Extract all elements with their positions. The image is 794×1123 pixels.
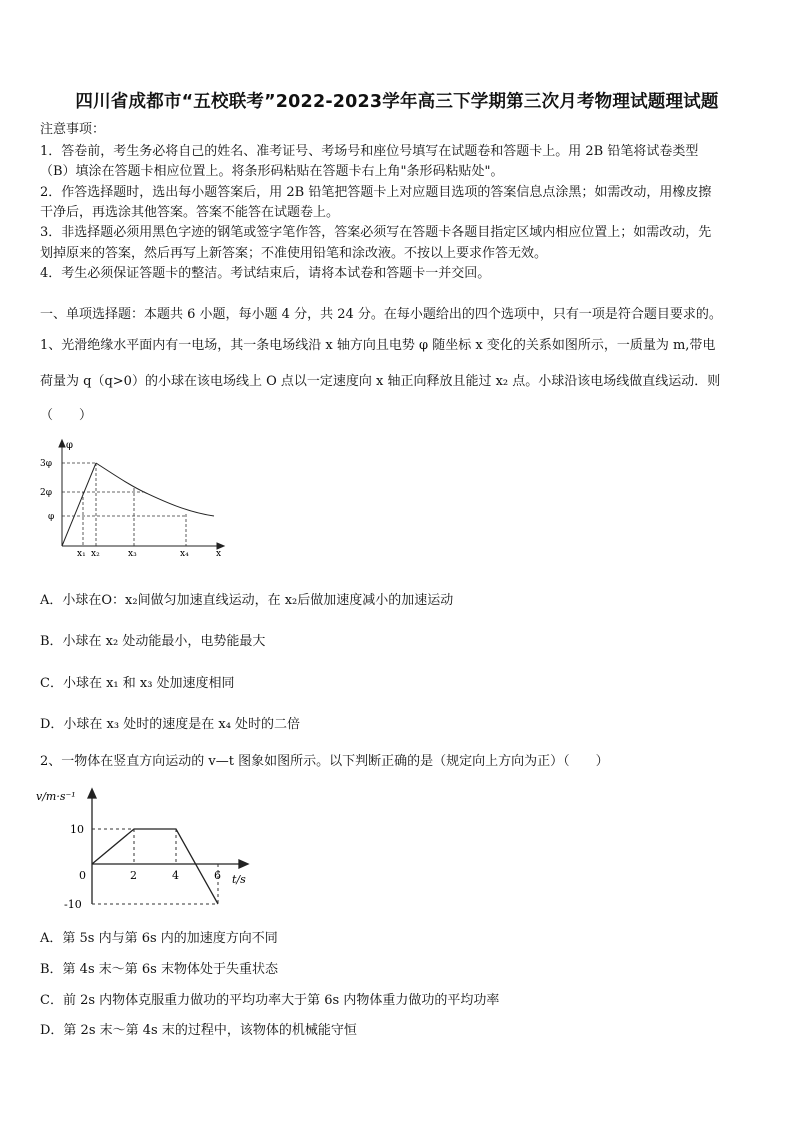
page-title: 四川省成都市“五校联考”2022-2023学年高三下学期第三次月考物理试题理试题 bbox=[75, 92, 719, 112]
q2-option-c: C．前 2s 内物体克服重力做功的平均功率大于第 6s 内物体重力做功的平均功率 bbox=[40, 993, 500, 1008]
q1-y-axis-label: φ bbox=[66, 440, 74, 451]
q2-x-tick: 2 bbox=[130, 869, 137, 882]
q1-option-a: A．小球在O：x₂间做匀加速直线运动，在 x₂后做加速度减小的加速运动 bbox=[40, 593, 454, 608]
q2-option-b: B．第 4s 末～第 6s 末物体处于失重状态 bbox=[40, 962, 278, 977]
q2-x-tick: 4 bbox=[172, 869, 179, 882]
section-heading: 一、单项选择题：本题共 6 小题，每小题 4 分，共 24 分。在每小题给出的四个选项中，只有一项是符合题目要求的。 bbox=[40, 307, 722, 322]
q2-x-tick: 6 bbox=[214, 869, 221, 882]
q1-option-d: D．小球在 x₃ 处时的速度是在 x₄ 处时的二倍 bbox=[40, 717, 301, 732]
q1-x-tick: x₁ bbox=[77, 549, 86, 559]
notice-line: 2．作答选择题时，选出每小题答案后，用 2B 铅笔把答题卡上对应题目选项的答案信息点涂黑；如需改动，用橡皮擦 bbox=[40, 185, 712, 200]
q1-potential-graph bbox=[36, 438, 236, 560]
q2-y-axis-label: v/m·s⁻¹ bbox=[36, 790, 76, 803]
notice-line: 3．非选择题必须用黑色字迹的钢笔或签字笔作答，答案必须写在答题卡各题目指定区域内相应位置上；如需改动，先 bbox=[40, 225, 712, 240]
q2-x-tick: 0 bbox=[79, 869, 86, 882]
notice-line: 干净后，再选涂其他答案。答案不能答在试题卷上。 bbox=[40, 205, 340, 220]
notice-line: 4．考生必须保证答题卡的整洁。考试结束后，请将本试卷和答题卡一并交回。 bbox=[40, 266, 491, 281]
q2-x-axis-label: t/s bbox=[232, 873, 246, 886]
notice-line: 划掉原来的答案，然后再写上新答案；不准使用铅笔和涂改液。不按以上要求作答无效。 bbox=[40, 246, 548, 261]
notice-line: （B）填涂在答题卡相应位置上。将条形码粘贴在答题卡右上角"条形码粘贴处"。 bbox=[40, 164, 504, 179]
q1-x-tick: x₂ bbox=[91, 549, 100, 559]
q1-x-tick: x₃ bbox=[128, 549, 137, 559]
q1-y-tick: φ bbox=[48, 512, 55, 522]
q1-stem-line3: （ ） bbox=[40, 408, 93, 423]
notice-line: 1．答卷前，考生务必将自己的姓名、准考证号、考场号和座位号填写在试题卷和答题卡上。用 2B 铅笔将试卷类型 bbox=[40, 144, 699, 159]
q2-vt-graph bbox=[36, 786, 256, 910]
q1-x-axis-label: x bbox=[216, 549, 222, 559]
q1-y-tick: 3φ bbox=[40, 459, 53, 469]
q2-option-a: A．第 5s 内与第 6s 内的加速度方向不同 bbox=[40, 931, 278, 946]
notice-heading: 注意事项： bbox=[40, 122, 106, 137]
q1-y-tick: 2φ bbox=[40, 488, 53, 498]
q1-x-tick: x₄ bbox=[180, 549, 189, 559]
q2-option-d: D．第 2s 末～第 4s 末的过程中，该物体的机械能守恒 bbox=[40, 1023, 357, 1038]
q2-y-tick: -10 bbox=[64, 898, 82, 910]
q2-stem: 2、一物体在竖直方向运动的 v—t 图象如图所示。以下判断正确的是（规定向上方向为正）（ ） bbox=[40, 754, 609, 769]
q1-option-b: B．小球在 x₂ 处动能最小，电势能最大 bbox=[40, 634, 266, 649]
q1-option-c: C．小球在 x₁ 和 x₃ 处加速度相同 bbox=[40, 676, 235, 691]
q2-y-tick: 10 bbox=[70, 823, 84, 836]
q1-stem-line2: 荷量为 q（q>0）的小球在该电场线上 O 点以一定速度向 x 轴正向释放且能过 x₂ 点。小球沿该电场线做直线运动．则 bbox=[40, 374, 721, 389]
q1-stem-line1: 1、光滑绝缘水平面内有一电场，其一条电场线沿 x 轴方向且电势 φ 随坐标 x 变化的关系如图所示，一质量为 m,带电 bbox=[40, 338, 716, 353]
